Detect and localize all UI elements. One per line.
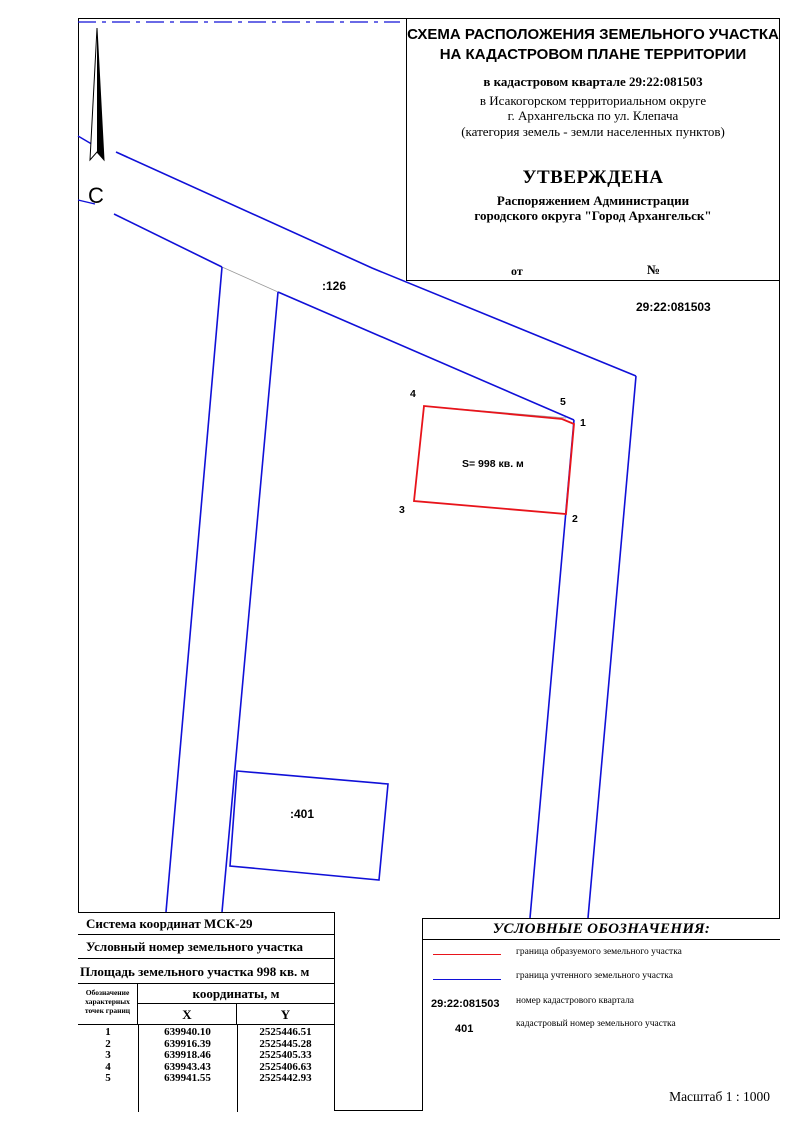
number-label: № — [647, 262, 661, 277]
road-label: :126 — [322, 279, 347, 293]
coordinates-table — [78, 912, 335, 1111]
coord-system-line: Система координат МСК-29 — [78, 913, 334, 935]
left-street-west-edge — [166, 267, 222, 912]
coord-cell-x: 639941.55 — [164, 1072, 211, 1085]
road-lower-boundary — [114, 214, 222, 267]
legend — [422, 918, 780, 1111]
road-lower-boundary-east — [278, 292, 574, 420]
col-x-header: X — [138, 1004, 237, 1025]
left-street-east-edge — [222, 292, 278, 912]
road-lower-continuation — [222, 267, 278, 292]
coord-cell-y: 2525405.33 — [259, 1049, 312, 1062]
title-line-2: НА КАДАСТРОВОМ ПЛАНЕ ТЕРРИТОРИИ — [439, 46, 747, 63]
coord-cell-point: 3 — [105, 1049, 111, 1062]
legend-item-parcel: кадастровый номер земельного участка — [516, 1019, 676, 1029]
area-line: Площадь земельного участка 998 кв. м — [78, 959, 334, 984]
category-line: (категория земель - земли населенных пунктов) — [461, 123, 725, 139]
coord-cell-point: 4 — [105, 1060, 111, 1073]
district-line: в Исакогорском территориальном округе — [479, 92, 707, 108]
point-label-2: 2 — [572, 513, 578, 525]
coord-cell-x: 639943.43 — [164, 1060, 211, 1073]
north-label: С — [88, 183, 104, 208]
point-label-5: 5 — [560, 396, 566, 408]
approved-heading: УТВЕРЖДЕНА — [522, 167, 664, 188]
legend-blue-line-symbol — [433, 979, 501, 980]
coord-cell-x: 639916.39 — [164, 1037, 211, 1050]
legend-item-existing-boundary: граница учтенного земельного участка — [516, 971, 673, 981]
coord-cell-x: 639918.46 — [164, 1049, 211, 1062]
coord-cell-y: 2525446.51 — [259, 1026, 312, 1038]
city-line: г. Архангельска по ул. Клепача — [507, 108, 679, 123]
legend-title: УСЛОВНЫЕ ОБОЗНАЧЕНИЯ: — [492, 921, 711, 937]
legend-item-new-boundary: граница образуемого земельного участка — [516, 947, 682, 957]
order-line-1: Распоряжением Администрации — [496, 193, 690, 208]
quarter-number-label: 29:22:081503 — [636, 300, 711, 314]
col-points-header: Обозначение характерных точек границ — [78, 984, 138, 1025]
point-label-1: 1 — [580, 417, 586, 429]
parcel-401-boundary — [230, 771, 388, 880]
date-label: от — [511, 264, 523, 278]
coord-cell-y: 2525406.63 — [259, 1060, 312, 1073]
title-line-1: СХЕМА РАСПОЛОЖЕНИЯ ЗЕМЕЛЬНОГО УЧАСТКА — [407, 26, 779, 43]
coord-cell-point: 2 — [105, 1037, 111, 1050]
scale-label: Масштаб 1 : 1000 — [669, 1089, 770, 1104]
coord-cell-point: 1 — [105, 1026, 111, 1038]
area-label: S= 998 кв. м — [462, 458, 524, 470]
legend-parcel-code: 401 — [455, 1023, 474, 1035]
parcel-number-line: Условный номер земельного участка — [78, 935, 334, 959]
quarter-line: в кадастровом квартале 29:22:081503 — [483, 74, 703, 89]
point-label-4: 4 — [410, 388, 416, 400]
col-y-header: Y — [237, 1004, 334, 1025]
right-strip-east-edge — [588, 376, 636, 918]
col-coords-header: координаты, м — [138, 984, 334, 1004]
order-line-2: городского округа "Город Архангельск" — [474, 208, 712, 223]
title-block — [406, 19, 779, 281]
coord-cell-y: 2525445.28 — [259, 1037, 312, 1050]
coord-cell-point: 5 — [105, 1072, 111, 1085]
coord-cell-x: 639940.10 — [164, 1026, 211, 1038]
point-label-3: 3 — [399, 504, 405, 516]
legend-quarter-code: 29:22:081503 — [431, 998, 500, 1010]
legend-red-line-symbol — [433, 954, 501, 955]
legend-item-quarter: номер кадастрового квартала — [516, 996, 635, 1006]
coord-cell-y: 2525442.93 — [259, 1072, 312, 1085]
parcel-401-label: :401 — [290, 807, 315, 821]
